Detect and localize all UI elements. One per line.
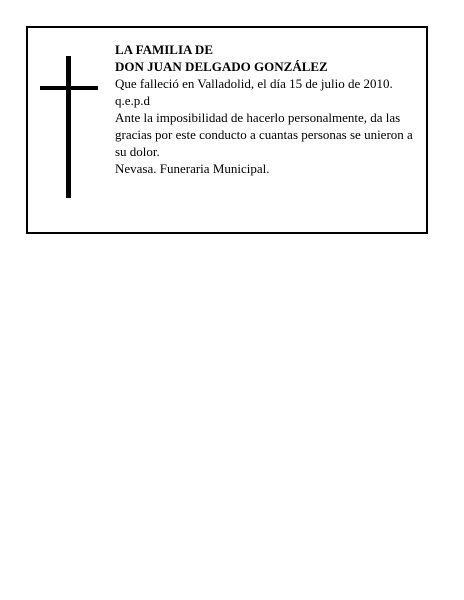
- cross-vertical-bar: [66, 56, 71, 198]
- notice-text: [115, 41, 420, 177]
- cross-icon: [40, 56, 98, 198]
- cross-horizontal-bar: [40, 86, 98, 90]
- heading-line-2: DON JUAN DELGADO GONZÁLEZ: [115, 59, 328, 74]
- obituary-notice: [26, 26, 428, 234]
- death-announcement: Que falleció en Valladolid, el día 15 de julio de 2010.: [115, 76, 393, 91]
- thanks-paragraph: Ante la imposibilidad de hacerlo personalmente, da las gracias por este conducto a cuantas personas se unieron a su dolor.: [115, 110, 413, 159]
- qepd-text: q.e.p.d: [115, 93, 151, 108]
- heading-line-1: LA FAMILIA DE: [115, 42, 213, 57]
- funeral-home: Nevasa. Funeraria Municipal.: [115, 161, 270, 176]
